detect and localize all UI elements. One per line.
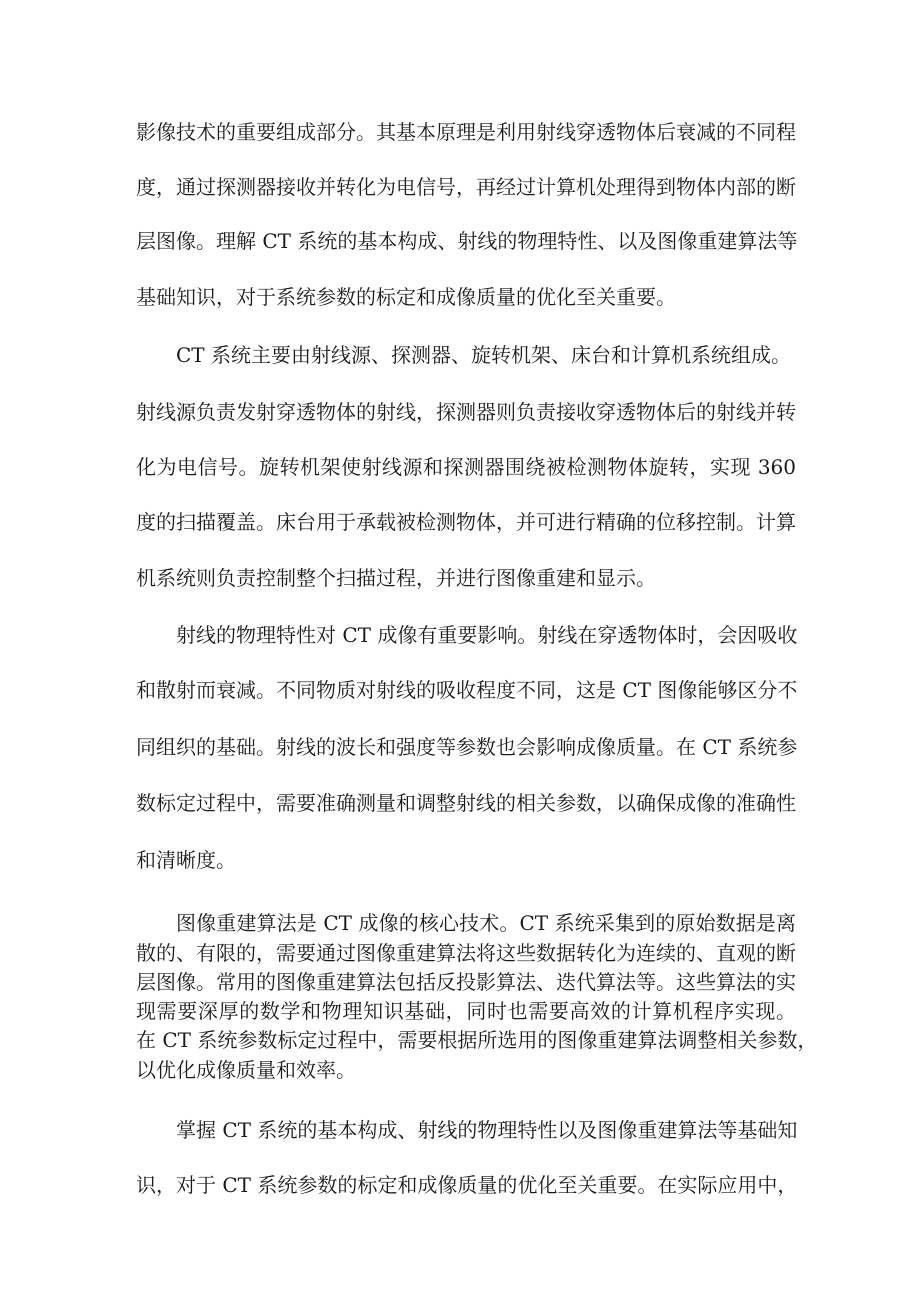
paragraph-4-line-2: 散的、有限的，需要通过图像重建算法将这些数据转化为连续的、直观的断 — [136, 941, 796, 965]
paragraph-1-line-3: 层图像。理解 CT 系统的基本构成、射线的物理特性、以及图像重建算法等 — [136, 229, 798, 253]
paragraph-2-line-4: 度的扫描覆盖。床台用于承载被检测物体，并可进行精确的位移控制。计算 — [136, 510, 796, 534]
paragraph-1-line-1: 影像技术的重要组成部分。其基本原理是利用射线穿透物体后衰减的不同程 — [136, 120, 796, 144]
paragraph-3-line-3: 同组织的基础。射线的波长和强度等参数也会影响成像质量。在 CT 系统参 — [136, 735, 798, 759]
paragraph-4-line-4: 现需要深厚的数学和物理知识基础，同时也需要高效的计算机程序实现。 — [136, 999, 796, 1023]
paragraph-2-line-3: 化为电信号。旋转机架使射线源和探测器围绕被检测物体旋转，实现 360 — [136, 455, 796, 479]
paragraph-4-line-6: 以优化成像质量和效率。 — [136, 1058, 356, 1082]
paragraph-1-line-4: 基础知识，对于系统参数的标定和成像质量的优化至关重要。 — [136, 285, 676, 309]
paragraph-1-line-2: 度，通过探测器接收并转化为电信号，再经过计算机处理得到物体内部的断 — [136, 175, 796, 199]
paragraph-2-line-5: 机系统则负责控制整个扫描过程，并进行图像重建和显示。 — [136, 566, 656, 590]
paragraph-3-line-4: 数标定过程中，需要准确测量和调整射线的相关参数，以确保成像的准确性 — [136, 791, 796, 815]
paragraph-5-line-2: 识，对于 CT 系统参数的标定和成像质量的优化至关重要。在实际应用中， — [136, 1173, 798, 1197]
paragraph-2-line-1: CT 系统主要由射线源、探测器、旋转机架、床台和计算机系统组成。 — [176, 343, 791, 367]
paragraph-4-line-3: 层图像。常用的图像重建算法包括反投影算法、迭代算法等。这些算法的实 — [136, 970, 796, 994]
paragraph-5-line-1: 掌握 CT 系统的基本构成、射线的物理特性以及图像重建算法等基础知 — [176, 1118, 798, 1142]
paragraph-3-line-2: 和散射而衰减。不同物质对射线的吸收程度不同，这是 CT 图像能够区分不 — [136, 678, 798, 702]
paragraph-4-line-1: 图像重建算法是 CT 成像的核心技术。CT 系统采集到的原始数据是离 — [176, 911, 796, 935]
paragraph-3-line-1: 射线的物理特性对 CT 成像有重要影响。射线在穿透物体时，会因吸收 — [176, 623, 798, 647]
paragraph-3-line-5: 和清晰度。 — [136, 848, 236, 872]
paragraph-4-line-5: 在 CT 系统参数标定过程中，需要根据所选用的图像重建算法调整相关参数， — [136, 1028, 818, 1052]
paragraph-2-line-2: 射线源负责发射穿透物体的射线，探测器则负责接收穿透物体后的射线并转 — [136, 400, 796, 424]
